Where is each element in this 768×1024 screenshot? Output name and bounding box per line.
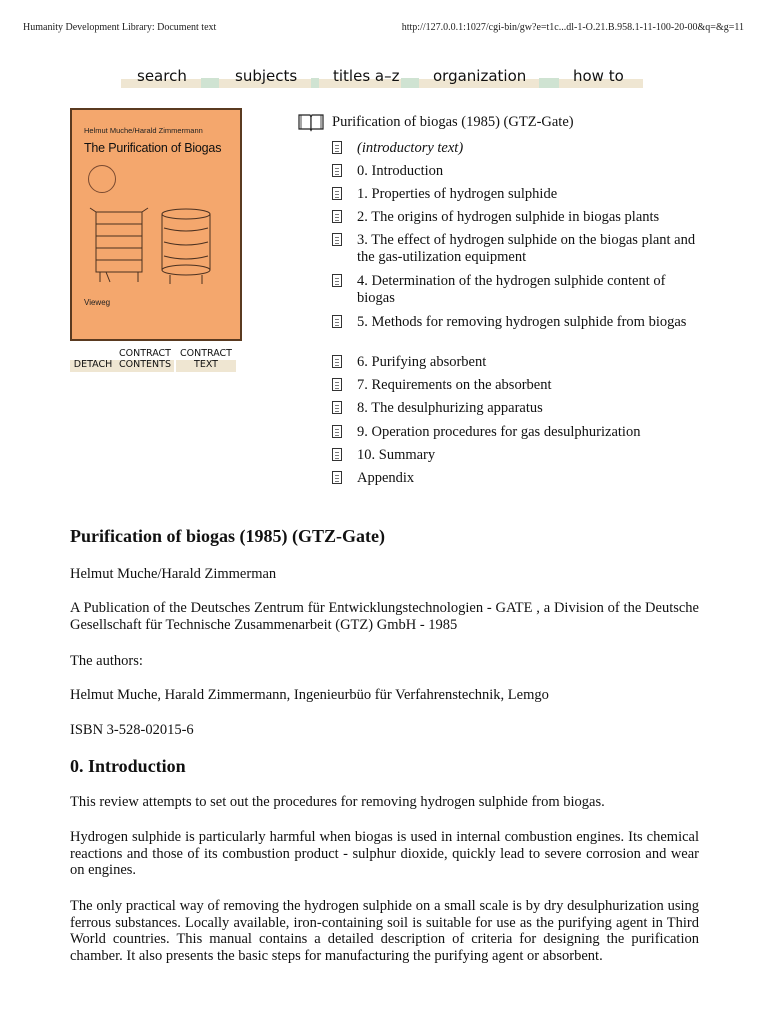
introduction-heading: 0. Introduction	[70, 756, 186, 776]
cover-seal-icon	[88, 165, 116, 193]
nav-search-label: search	[137, 67, 187, 85]
detach-label: DETACH	[73, 359, 113, 370]
document-icon	[332, 401, 342, 414]
nav-organization-button[interactable]	[419, 66, 559, 88]
document-icon	[332, 274, 342, 287]
header-url: http://127.0.0.1:1027/cgi-bin/gw?e=t1c...dl-1-O.21.B.958.1-11-100-20-00&q=&g=11	[401, 22, 744, 33]
cover-title: The Purification of Biogas	[84, 141, 222, 155]
cover-links	[70, 348, 236, 372]
nav-titles-button[interactable]	[319, 66, 421, 88]
cover-illustration	[86, 202, 232, 288]
document-icon	[332, 355, 342, 368]
paragraph: This review attempts to set out the procedures for removing hydrogen sulphide from biogas.	[70, 794, 605, 810]
contract-text-label-2: TEXT	[194, 359, 218, 370]
toc-title: Purification of biogas (1985) (GTZ-Gate)	[332, 113, 574, 130]
cover-authors: Helmut Muche/Harald Zimmermann	[84, 126, 203, 135]
document-title: Purification of biogas (1985) (GTZ-Gate)	[70, 526, 385, 546]
nav-bar	[121, 66, 643, 88]
nav-howto-label: how to	[573, 67, 624, 85]
publication-note: A Publication of the Deutsches Zentrum für Entwicklungstechnologien - GATE , a Division of the Deutsche Gesellschaft für Technische Zusammenarbeit (GTZ) GmbH - 1985	[70, 600, 699, 633]
toc-item-label: 5. Methods for removing hydrogen sulphide from biogas	[357, 314, 687, 330]
contract-text-label-1: CONTRACT	[179, 348, 232, 359]
toc-item-label: 10. Summary	[357, 447, 436, 463]
nav-howto-button[interactable]	[559, 66, 643, 88]
nav-subjects-label: subjects	[235, 67, 298, 85]
contract-contents-label-1: CONTRACT	[118, 348, 171, 359]
detach-button[interactable]	[70, 348, 116, 372]
toc-item-label: Appendix	[357, 470, 415, 486]
contract-contents-button[interactable]	[116, 348, 174, 372]
toc-item-label: 2. The origins of hydrogen sulphide in biogas plants	[357, 209, 660, 225]
document-icon	[332, 378, 342, 391]
document-icon	[332, 187, 342, 200]
toc-item-label: 4. Determination of the hydrogen sulphide content of biogas	[357, 273, 666, 306]
toc-item-label: 8. The desulphurizing apparatus	[357, 400, 543, 416]
contract-text-button[interactable]	[176, 348, 236, 372]
document-icon	[332, 448, 342, 461]
toc-item-label: 7. Requirements on the absorbent	[357, 377, 552, 393]
toc-item-label: 9. Operation procedures for gas desulphurization	[357, 424, 641, 440]
contract-contents-label-2: CONTENTS	[119, 359, 171, 370]
nav-search-button[interactable]	[121, 66, 221, 88]
open-book-icon	[298, 112, 324, 132]
nav-titles-label: titles a–z	[333, 67, 400, 85]
paragraph: The only practical way of removing the hydrogen sulphide on a small scale is by dry desulphurization using ferrous substances. Locally available, iron-containing soil is suitable for use as the purifying agent in Third World countries. This manual contains a detailed description of criteria for designing the purification chamber. It also presents the basic steps for manufacturing the purifying agent or absorbent.	[70, 898, 699, 964]
nav-subjects-button[interactable]	[219, 66, 331, 88]
toc-header[interactable]	[298, 112, 574, 132]
document-icon	[332, 210, 342, 223]
document-icon	[332, 233, 342, 246]
authors-line: Helmut Muche/Harald Zimmerman	[70, 566, 277, 582]
authors-detail: Helmut Muche, Harald Zimmermann, Ingenieurbüo für Verfahrenstechnik, Lemgo	[70, 687, 549, 703]
cover-publisher: Vieweg	[84, 298, 111, 307]
nav-organization-label: organization	[433, 67, 527, 85]
authors-label: The authors:	[70, 653, 143, 669]
toc-item-label: 3. The effect of hydrogen sulphide on the biogas plant and the gas-utilization equipment	[357, 232, 696, 265]
isbn: ISBN 3-528-02015-6	[70, 722, 194, 738]
document-icon	[332, 425, 342, 438]
book-cover	[70, 108, 242, 341]
toc-item-label: 6. Purifying absorbent	[357, 354, 487, 370]
header-page-title: Humanity Development Library: Document text	[23, 22, 217, 33]
document-icon	[332, 164, 342, 177]
toc-item-label: 0. Introduction	[357, 163, 444, 179]
document-icon	[332, 471, 342, 484]
paragraph: Hydrogen sulphide is particularly harmful when biogas is used in internal combustion engines. Its chemical reactions and those of its combustion product - sulphur dioxide, quickly lead to severe corrosion and wear on engines.	[70, 829, 699, 878]
toc-item-label: 1. Properties of hydrogen sulphide	[357, 186, 558, 202]
toc-item-label: (introductory text)	[357, 140, 464, 156]
document-icon	[332, 315, 342, 328]
document-icon	[332, 141, 342, 154]
